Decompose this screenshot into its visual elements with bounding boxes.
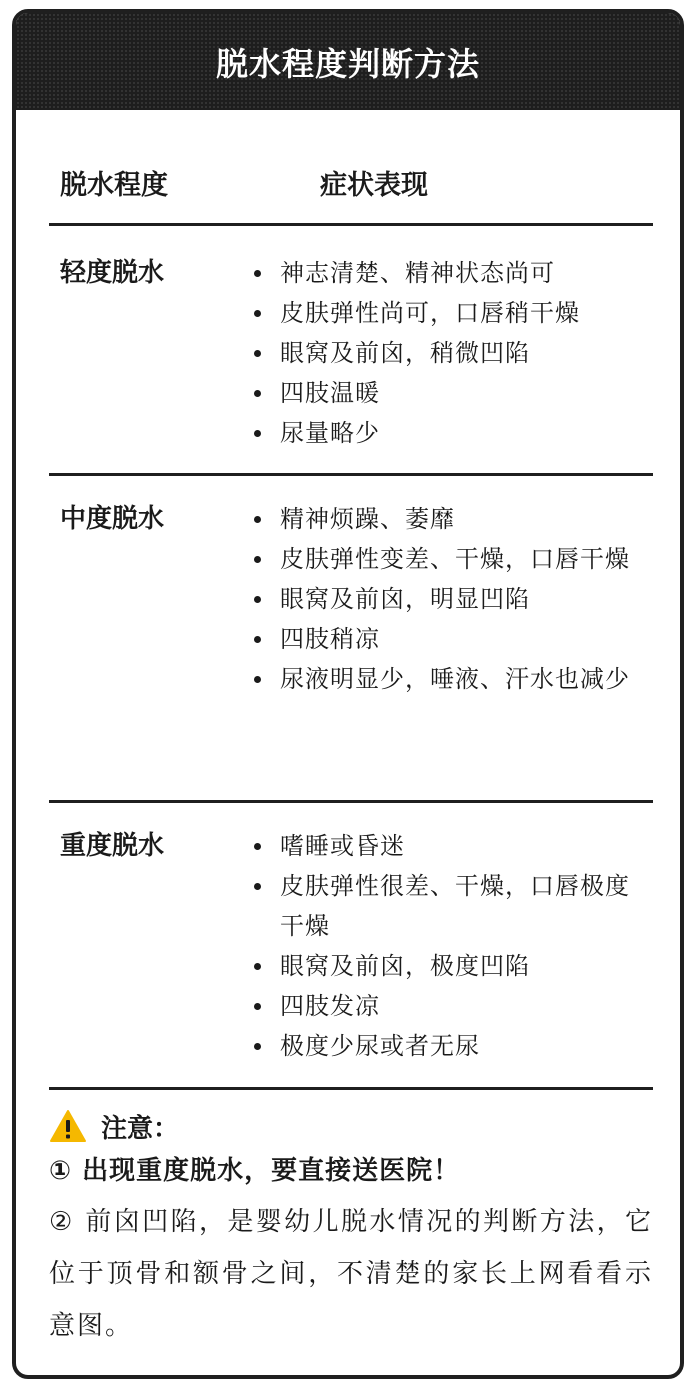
column-header-level: 脱水程度: [60, 170, 168, 201]
symptom-list: [244, 499, 644, 699]
column-header-symptoms: 症状表现: [320, 170, 428, 201]
list-item: 四肢温暖: [244, 373, 644, 413]
list-item: 嗜睡或昏迷: [244, 826, 644, 866]
list-item: 精神烦躁、萎靡: [244, 499, 644, 539]
note-section: [49, 1106, 653, 1352]
header-divider: [49, 223, 653, 226]
list-item: 眼窝及前囟，极度凹陷: [244, 946, 644, 986]
list-item: 四肢稍凉: [244, 619, 644, 659]
row-divider: [49, 473, 653, 476]
dehydration-card: [12, 9, 684, 1379]
level-label: 重度脱水: [60, 831, 165, 861]
note-item-1: ① 出现重度脱水，要直接送医院！: [49, 1156, 461, 1186]
note-title: 注意：: [101, 1113, 180, 1144]
list-item: 极度少尿或者无尿: [244, 1026, 644, 1066]
note-item-2: ② 前囟凹陷，是婴幼儿脱水情况的判断方法，它位于顶骨和额骨之间，不清楚的家长上网看看示意图。: [49, 1207, 653, 1341]
list-item: 尿量略少: [244, 413, 644, 453]
page-title: 脱水程度判断方法: [215, 44, 480, 83]
symptom-list: [244, 826, 644, 1066]
list-item: 皮肤弹性很差、干燥，口唇极度干燥: [244, 866, 644, 946]
row-divider: [49, 800, 653, 803]
note-heading: [49, 1106, 653, 1146]
list-item: 神志清楚、精神状态尚可: [244, 253, 644, 293]
level-label: 中度脱水: [60, 504, 165, 534]
list-item: 眼窝及前囟，稍微凹陷: [244, 333, 644, 373]
card-header: [16, 13, 680, 110]
note-divider: [49, 1087, 653, 1090]
list-item: 尿液明显少，唾液、汗水也减少: [244, 659, 644, 699]
list-item: 四肢发凉: [244, 986, 644, 1026]
list-item: 眼窝及前囟，明显凹陷: [244, 579, 644, 619]
level-label: 轻度脱水: [60, 258, 165, 288]
symptom-list: [244, 253, 644, 453]
list-item: 皮肤弹性尚可，口唇稍干燥: [244, 293, 644, 333]
list-item: 皮肤弹性变差、干燥，口唇干燥: [244, 539, 644, 579]
warning-icon: [49, 1109, 87, 1143]
